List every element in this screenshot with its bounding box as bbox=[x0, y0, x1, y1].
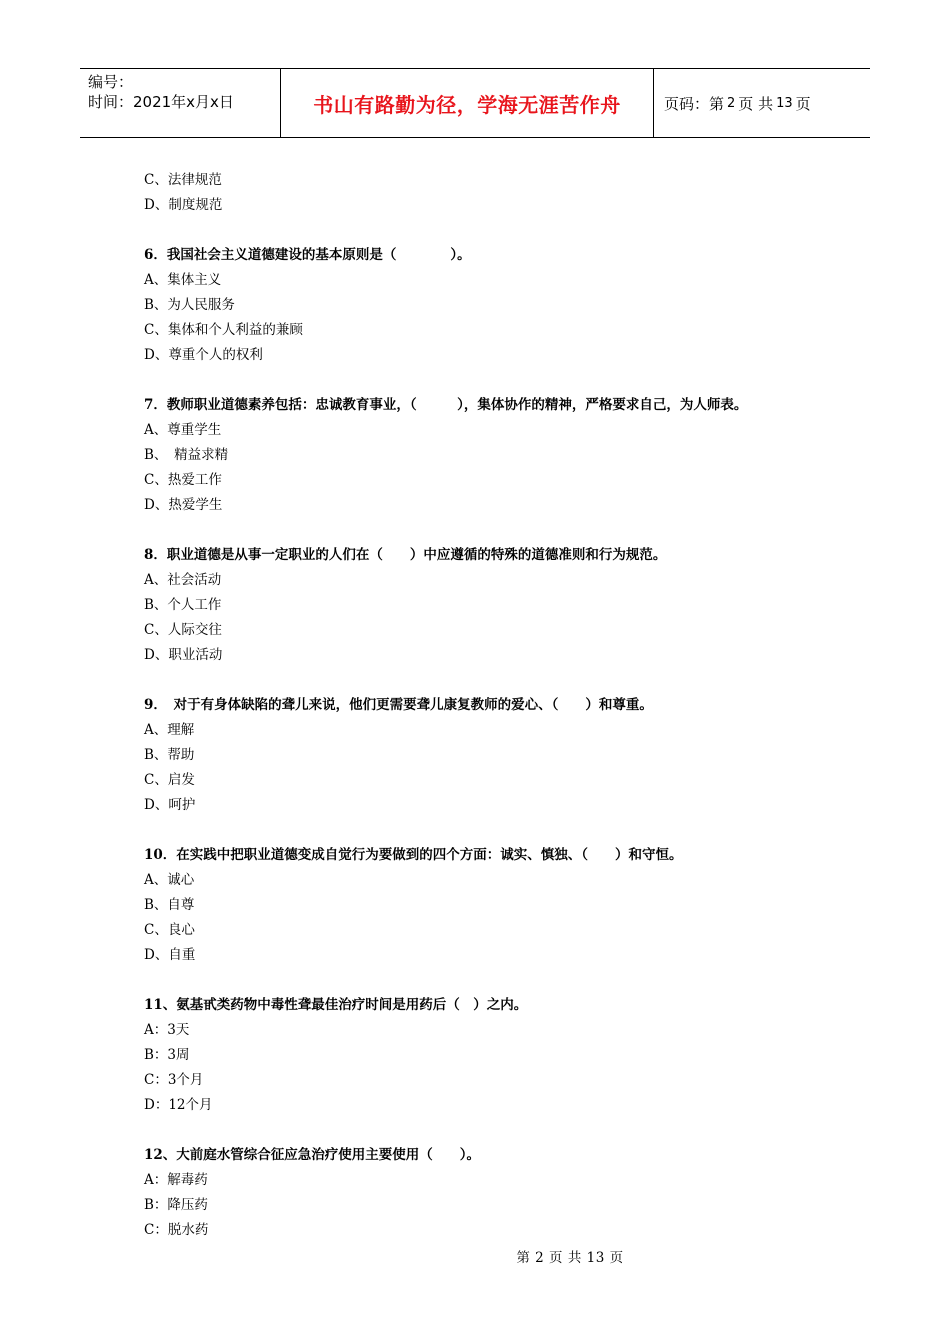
option-text: C：脱水药 bbox=[144, 1222, 209, 1238]
option-text: A、尊重学生 bbox=[144, 422, 222, 438]
option-text: B：3周 bbox=[144, 1047, 190, 1063]
page-prefix: 页码：第 bbox=[664, 94, 725, 113]
option-text: A、理解 bbox=[144, 722, 195, 738]
option-text: B：降压药 bbox=[144, 1197, 208, 1213]
page-current: 2 bbox=[727, 95, 736, 111]
option-text: A、社会活动 bbox=[144, 572, 222, 588]
question-text: 6．我国社会主义道德建设的基本原则是（ ）。 bbox=[144, 247, 471, 263]
option-text: B、为人民服务 bbox=[144, 297, 235, 313]
option-text: B、自尊 bbox=[144, 897, 195, 913]
spacer bbox=[144, 518, 844, 543]
option-text: D：12个月 bbox=[144, 1097, 213, 1113]
option-text: A：解毒药 bbox=[144, 1172, 208, 1188]
spacer bbox=[144, 1118, 844, 1143]
question-text: 12、大前庭水管综合征应急治疗使用主要使用（ ）。 bbox=[144, 1147, 481, 1163]
option-text: C、人际交往 bbox=[144, 622, 222, 638]
option-text: D、自重 bbox=[144, 947, 196, 963]
option-text: A、诚心 bbox=[144, 872, 195, 888]
option-text: B、帮助 bbox=[144, 747, 195, 763]
page-footer: 第 2 页 共 13 页 bbox=[516, 1250, 624, 1266]
option-text: C、法律规范 bbox=[144, 172, 222, 188]
option-text: D、尊重个人的权利 bbox=[144, 347, 263, 363]
option-text: D、呵护 bbox=[144, 797, 196, 813]
question-text: 9． 对于有身体缺陷的聋儿来说，他们更需要聋儿康复教师的爱心、（ ）和尊重。 bbox=[144, 697, 653, 713]
option-text: D、职业活动 bbox=[144, 647, 223, 663]
spacer bbox=[144, 968, 844, 993]
option-text: A：3天 bbox=[144, 1022, 190, 1038]
option-text: C、热爱工作 bbox=[144, 472, 222, 488]
option-text: C、启发 bbox=[144, 772, 195, 788]
option-text: D、热爱学生 bbox=[144, 497, 223, 513]
option-text: C、集体和个人利益的兼顾 bbox=[144, 322, 303, 338]
header-info bbox=[80, 69, 281, 137]
page-header bbox=[80, 68, 870, 138]
page-total: 13 bbox=[776, 95, 793, 111]
header-motto: 书山有路勤为径，学海无涯苦作舟 bbox=[281, 69, 654, 137]
question-text: 11、氨基甙类药物中毒性聋最佳治疗时间是用药后（ ）之内。 bbox=[144, 997, 528, 1013]
option-text: B、 精益求精 bbox=[144, 447, 229, 463]
option-text: C、良心 bbox=[144, 922, 195, 938]
option-text: D、制度规范 bbox=[144, 197, 223, 213]
spacer bbox=[144, 368, 844, 393]
question-text: 10．在实践中把职业道德变成自觉行为要做到的四个方面：诚实、慎独、（ ）和守恒。 bbox=[144, 847, 683, 863]
option-text: C：3个月 bbox=[144, 1072, 204, 1088]
spacer bbox=[144, 818, 844, 843]
number-label: 编号： bbox=[88, 73, 134, 91]
question-text: 7．教师职业道德素养包括：忠诚教育事业，（ ），集体协作的精神，严格要求自己，为人师表。 bbox=[144, 397, 748, 413]
question-text: 8．职业道德是从事一定职业的人们在（ ）中应遵循的特殊的道德准则和行为规范。 bbox=[144, 547, 667, 563]
page-suffix: 页 bbox=[795, 94, 811, 113]
page-mid: 页 共 bbox=[738, 94, 774, 113]
spacer bbox=[144, 668, 844, 693]
option-text: A、集体主义 bbox=[144, 272, 222, 288]
question-list bbox=[144, 168, 844, 1243]
header-page-info bbox=[654, 69, 870, 137]
option-text: B、个人工作 bbox=[144, 597, 222, 613]
time-label: 时间：2021年x月x日 bbox=[88, 93, 234, 111]
spacer bbox=[144, 218, 844, 243]
